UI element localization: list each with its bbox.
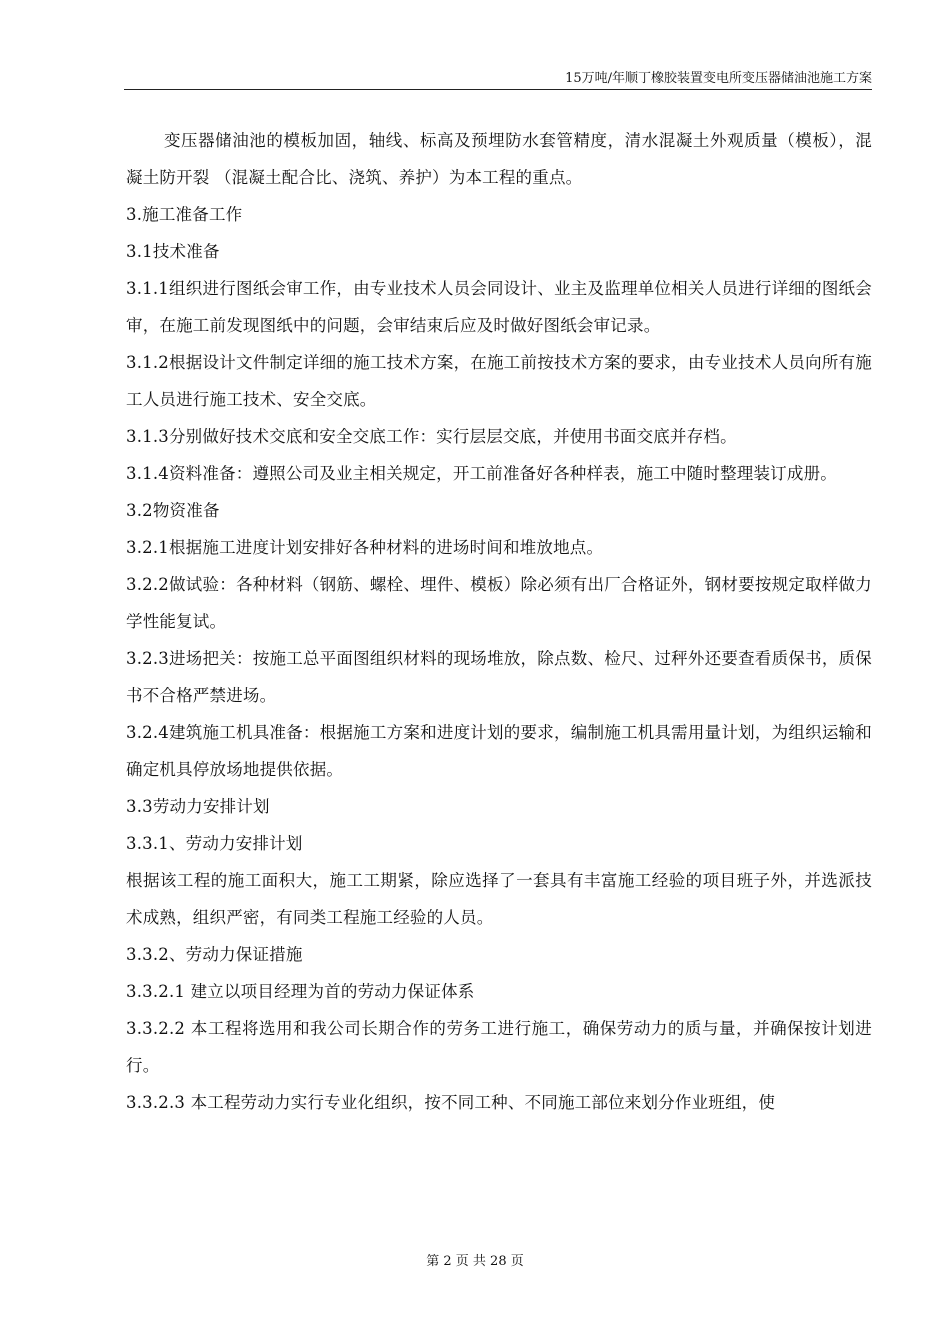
document-title: 15万吨/年顺丁橡胶装置变电所变压器储油池施工方案 <box>565 71 872 86</box>
paragraph-3-3-2-1: 3.3.2.1 建立以项目经理为首的劳动力保证体系 <box>126 982 475 1001</box>
paragraph-3-2-4: 3.2.4建筑施工机具准备：根据施工方案和进度计划的要求，编制施工机具需用量计划，为组织运输和确定机具停放场地提供依据。 <box>126 723 872 779</box>
paragraph-3-1-4: 3.1.4资料准备：遵照公司及业主相关规定，开工前准备好各种样表，施工中随时整理装订成册。 <box>126 464 837 483</box>
paragraph-labor-plan: 根据该工程的施工面积大，施工工期紧，除应选择了一套具有丰富施工经验的项目班子外，并选派技术成熟，组织严密，有同类工程施工经验的人员。 <box>126 871 872 927</box>
heading-construction-preparation: 3.施工准备工作 <box>126 205 243 224</box>
heading-3-3-2: 3.3.2、劳动力保证措施 <box>126 945 303 964</box>
heading-material-preparation: 3.2物资准备 <box>126 501 220 520</box>
paragraph-3-2-3: 3.2.3进场把关：按施工总平面图组织材料的现场堆放，除点数、检尺、过秤外还要查看质保书，质保书不合格严禁进场。 <box>126 649 872 705</box>
document-body <box>126 122 872 1121</box>
paragraph-3-3-2-2: 3.3.2.2 本工程将选用和我公司长期合作的劳务工进行施工，确保劳动力的质与量，并确保按计划进行。 <box>126 1019 872 1075</box>
heading-technical-preparation: 3.1技术准备 <box>126 242 220 261</box>
page-footer <box>0 1250 950 1269</box>
paragraph-3-1-3: 3.1.3分别做好技术交底和安全交底工作：实行层层交底，并使用书面交底并存档。 <box>126 427 737 446</box>
heading-3-3-1: 3.3.1、劳动力安排计划 <box>126 834 303 853</box>
paragraph-3-2-1: 3.2.1根据施工进度计划安排好各种材料的进场时间和堆放地点。 <box>126 538 604 557</box>
paragraph-3-1-2: 3.1.2根据设计文件制定详细的施工技术方案，在施工前按技术方案的要求，由专业技术人员向所有施工人员进行施工技术、安全交底。 <box>126 353 872 409</box>
paragraph-3-1-1: 3.1.1组织进行图纸会审工作，由专业技术人员会同设计、业主及监理单位相关人员进行详细的图纸会审，在施工前发现图纸中的问题，会审结束后应及时做好图纸会审记录。 <box>126 279 872 335</box>
heading-labor-plan: 3.3劳动力安排计划 <box>126 797 270 816</box>
paragraph-3-2-2: 3.2.2做试验：各种材料（钢筋、螺栓、埋件、模板）除必须有出厂合格证外，钢材要按规定取样做力学性能复试。 <box>126 575 872 631</box>
page-header <box>124 70 872 90</box>
page-number: 第 2 页 共 28 页 <box>426 1254 524 1269</box>
paragraph-3-3-2-3: 3.3.2.3 本工程劳动力实行专业化组织，按不同工种、不同施工部位来划分作业班组，使 <box>126 1093 776 1112</box>
paragraph-key-points: 变压器储油池的模板加固，轴线、标高及预埋防水套管精度，清水混凝土外观质量（模板），混凝土防开裂 （混凝土配合比、浇筑、养护）为本工程的重点。 <box>126 131 872 187</box>
